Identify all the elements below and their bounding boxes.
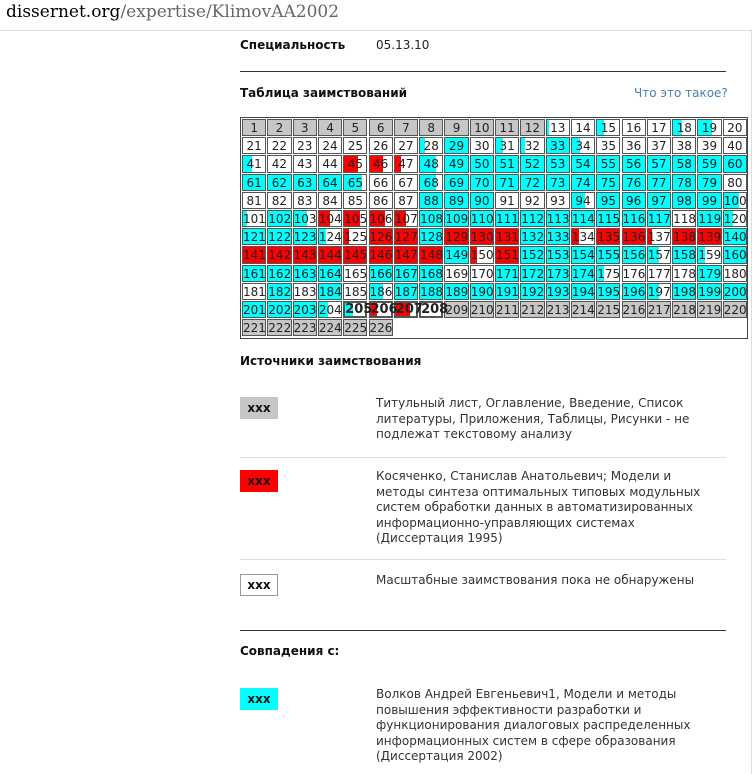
page-cell-142[interactable]: 142 [268,248,292,263]
page-cell-105[interactable]: 105 [344,212,368,226]
page-cell-170[interactable]: 170 [470,266,494,281]
page-cell-34[interactable]: 34 [571,137,595,154]
specialty-value: 05.13.10 [376,38,430,52]
sources-title: Источники заимствования [240,354,422,368]
page-cell-167[interactable]: 167 [394,266,418,281]
page-cell-189[interactable]: 189 [445,284,469,299]
page-cell-32[interactable]: 32 [520,137,544,154]
page-cell-181[interactable]: 181 [243,284,266,299]
page-cell-134[interactable]: 134 [571,230,595,245]
page-cell-103[interactable]: 103 [293,212,317,226]
page-cell-49[interactable]: 49 [444,155,468,172]
page-cell-154[interactable]: 154 [571,248,595,263]
page-cell-202[interactable]: 202 [268,303,292,317]
page-cell-153[interactable]: 153 [546,248,570,263]
page-cell-122[interactable]: 122 [268,230,292,245]
page-cell-20[interactable]: 20 [723,119,747,136]
section-divider [240,630,726,631]
page-cell-195[interactable]: 195 [597,284,621,299]
page-cell-30[interactable]: 30 [470,137,494,154]
page-cell-203[interactable]: 203 [293,303,317,317]
page-cell-216[interactable]: 216 [622,303,646,317]
page-cell-65[interactable]: 65 [343,174,367,191]
page-cell-54[interactable]: 54 [571,155,595,172]
page-cell-82[interactable]: 82 [267,192,291,209]
source-description-kosyachenko: Косяченко, Станислав Анатольевич; Модели и методы синтеза оптимальных типовых модульных систем обработки данных в автоматизированных информационно-управляющих системах (Диссертация 1995) [376,469,701,545]
page-cell-187[interactable]: 187 [394,284,418,299]
page-cell-27[interactable]: 27 [394,137,418,154]
page-cell-150[interactable]: 150 [470,248,494,263]
page-cell-156[interactable]: 156 [622,248,646,263]
what-is-this-link[interactable]: Что это такое? [634,86,728,100]
page-cell-209[interactable]: 209 [445,303,469,317]
page-cell-145[interactable]: 145 [344,248,368,263]
page-cell-109[interactable]: 109 [445,212,469,226]
page-cell-84[interactable]: 84 [318,192,342,209]
page-cell-23[interactable]: 23 [293,137,317,154]
page-cell-199[interactable]: 199 [698,284,722,299]
page-cell-95[interactable]: 95 [596,192,620,209]
page-cell-57[interactable]: 57 [647,155,671,172]
page-cell-67[interactable]: 67 [394,174,418,191]
page-cell-85[interactable]: 85 [343,192,367,209]
page-cell-114[interactable]: 114 [571,212,595,226]
page-cell-75[interactable]: 75 [596,174,620,191]
page-cell-58[interactable]: 58 [672,155,696,172]
page-cell-143[interactable]: 143 [293,248,317,263]
page-cell-26[interactable]: 26 [369,137,393,154]
page-cell-215[interactable]: 215 [597,303,621,317]
page-cell-204[interactable]: 204 [318,303,342,317]
page-cell-110[interactable]: 110 [470,212,494,226]
page-cell-188[interactable]: 188 [420,284,443,299]
page-cell-52[interactable]: 52 [520,155,544,172]
page-cell-190[interactable]: 190 [470,284,494,299]
page-cell-126[interactable]: 126 [369,230,393,245]
page-cell-177[interactable]: 177 [647,266,671,281]
page-cell-101[interactable]: 101 [243,212,266,226]
legend-swatch-gray: xxx [240,397,278,419]
page-cell-51[interactable]: 51 [495,155,519,172]
page-cell-35[interactable]: 35 [596,137,620,154]
page-cell-221[interactable]: 221 [243,321,266,336]
page-cell-10[interactable]: 10 [470,119,494,136]
page-cell-139[interactable]: 139 [698,230,722,245]
page-cell-151[interactable]: 151 [496,248,519,263]
page-cell-149[interactable]: 149 [445,248,469,263]
page-cell-200[interactable]: 200 [723,284,747,299]
page-cell-31[interactable]: 31 [495,137,519,154]
page-cell-79[interactable]: 79 [697,174,721,191]
page-cell-28[interactable]: 28 [419,137,443,154]
page-cell-21[interactable]: 21 [242,137,266,154]
page-cell-168[interactable]: 168 [420,266,443,281]
page-cell-165[interactable]: 165 [344,266,368,281]
page-cell-53[interactable]: 53 [546,155,570,172]
page-cell-152[interactable]: 152 [521,248,545,263]
page-cell-219[interactable]: 219 [698,303,722,317]
page-cell-96[interactable]: 96 [622,192,646,209]
page-cell-55[interactable]: 55 [596,155,620,172]
page-cell-69[interactable]: 69 [444,174,468,191]
page-cell-37[interactable]: 37 [647,137,671,154]
page-cell-192[interactable]: 192 [521,284,545,299]
source-description-none: Масштабные заимствования пока не обнаружены [376,573,695,587]
page-cell-193[interactable]: 193 [546,284,570,299]
page-cell-70[interactable]: 70 [470,174,494,191]
page-cell-161[interactable]: 161 [243,266,266,281]
page-cell-115[interactable]: 115 [597,212,621,226]
page-cell-63[interactable]: 63 [293,174,317,191]
page-cell-133[interactable]: 133 [546,230,570,245]
page-cell-198[interactable]: 198 [673,284,696,299]
page-cell-135[interactable]: 135 [597,230,621,245]
page-cell-210[interactable]: 210 [470,303,494,317]
page-cell-22[interactable]: 22 [267,137,291,154]
page-cell-14[interactable]: 14 [571,119,595,136]
page-cell-158[interactable]: 158 [673,248,696,263]
page-cell-136[interactable]: 136 [622,230,646,245]
section-divider [240,71,726,72]
page-cell-56[interactable]: 56 [622,155,646,172]
page-cell-91[interactable]: 91 [495,192,519,209]
page-cell-111[interactable]: 111 [496,212,519,226]
page-cell-4[interactable]: 4 [318,119,342,136]
match-description-volkov: Волков Андрей Евгеньевич1, Модели и методы повышения эффективности разработки и функционирования диалоговых распределенных информационных систем в сфере образования (Диссертация 2002) [376,687,691,763]
page-cell-155[interactable]: 155 [597,248,621,263]
page-cell-194[interactable]: 194 [571,284,595,299]
page-cell-41[interactable]: 41 [242,155,266,172]
page-cell-208[interactable]: 208 [421,302,449,317]
page-cell-191[interactable]: 191 [496,284,519,299]
page-cell-132[interactable]: 132 [521,230,545,245]
page-cell-164[interactable]: 164 [318,266,342,281]
page-cell-224[interactable]: 224 [318,321,342,336]
page-cell-184[interactable]: 184 [318,284,342,299]
page-cell-17[interactable]: 17 [647,119,671,136]
page-cell-117[interactable]: 117 [647,212,671,226]
page-cell-72[interactable]: 72 [520,174,544,191]
page-cell-148[interactable]: 148 [420,248,443,263]
page-cell-89[interactable]: 89 [444,192,468,209]
page-cell-205[interactable]: 205 [345,302,373,317]
page-cell-38[interactable]: 38 [672,137,696,154]
page-cell-118[interactable]: 118 [673,212,696,226]
matches-title: Совпадения с: [240,644,340,658]
page-cell-172[interactable]: 172 [521,266,545,281]
legend-swatch-red: xxx [240,470,278,492]
page-cell-13[interactable]: 13 [546,119,570,136]
page-cell-214[interactable]: 214 [571,303,595,317]
page-cell-171[interactable]: 171 [496,266,519,281]
page-cell-223[interactable]: 223 [293,321,317,336]
page-cell-99[interactable]: 99 [697,192,721,209]
page-cell-128[interactable]: 128 [420,230,443,245]
page-cell-8[interactable]: 8 [419,119,443,136]
page-cell-130[interactable]: 130 [470,230,494,245]
page-cell-124[interactable]: 124 [318,230,342,245]
page-cell-129[interactable]: 129 [445,230,469,245]
page-cell-66[interactable]: 66 [369,174,393,191]
page-cell-176[interactable]: 176 [622,266,646,281]
page-cell-44[interactable]: 44 [318,155,342,172]
page-cell-36[interactable]: 36 [622,137,646,154]
page-cell-2[interactable]: 2 [267,119,291,136]
page-cell-83[interactable]: 83 [293,192,317,209]
page-cell-180[interactable]: 180 [723,266,747,281]
page-cell-43[interactable]: 43 [293,155,317,172]
page-cell-59[interactable]: 59 [697,155,721,172]
page-cell-207[interactable]: 207 [395,302,423,317]
page-cell-87[interactable]: 87 [394,192,418,209]
page-cell-206[interactable]: 206 [370,302,398,317]
page-cell-25[interactable]: 25 [343,137,367,154]
page-cell-16[interactable]: 16 [622,119,646,136]
page-cell-29[interactable]: 29 [444,137,468,154]
page-cell-42[interactable]: 42 [267,155,291,172]
page-cell-113[interactable]: 113 [546,212,570,226]
address-bar[interactable] [0,0,752,31]
page-cell-119[interactable]: 119 [698,212,722,226]
page-cell-147[interactable]: 147 [394,248,418,263]
page-cell-220[interactable]: 220 [723,303,747,317]
page-cell-18[interactable]: 18 [672,119,696,136]
page-cell-19[interactable]: 19 [697,119,721,136]
page-cell-121[interactable]: 121 [243,230,266,245]
page-cell-175[interactable]: 175 [597,266,621,281]
url-text[interactable] [6,2,339,22]
page-cell-1[interactable]: 1 [242,119,266,136]
url-host: dissernet.org [6,2,121,22]
page-cell-7[interactable]: 7 [394,119,418,136]
page-cell-45[interactable]: 45 [343,155,367,172]
page-cell-9[interactable]: 9 [444,119,468,136]
page-cell-131[interactable]: 131 [496,230,519,245]
page-cell-186[interactable]: 186 [369,284,393,299]
page-cell-68[interactable]: 68 [419,174,443,191]
page-cell-12[interactable]: 12 [520,119,544,136]
page-cell-178[interactable]: 178 [673,266,696,281]
page-cell-225[interactable]: 225 [344,321,368,336]
page-cell-102[interactable]: 102 [268,212,292,226]
page-cell-104[interactable]: 104 [318,212,342,226]
page-cell-213[interactable]: 213 [546,303,570,317]
page-cell-116[interactable]: 116 [622,212,646,226]
specialty-label: Специальность [240,38,346,52]
page-cell-196[interactable]: 196 [622,284,646,299]
page-cell-80[interactable]: 80 [723,174,747,191]
page-cell-60[interactable]: 60 [723,155,747,172]
page-cell-174[interactable]: 174 [571,266,595,281]
page-cell-169[interactable]: 169 [445,266,469,281]
page-cell-211[interactable]: 211 [496,303,519,317]
legend-swatch-white: xxx [240,574,278,596]
page-cell-71[interactable]: 71 [495,174,519,191]
page-cell-93[interactable]: 93 [546,192,570,209]
page-cell-160[interactable]: 160 [723,248,747,263]
page-cell-108[interactable]: 108 [420,212,443,226]
legend-swatch-cyan: xxx [240,688,278,710]
page-cell-94[interactable]: 94 [571,192,595,209]
page-cell-5[interactable]: 5 [343,119,367,136]
page-cell-15[interactable]: 15 [596,119,620,136]
page-cell-140[interactable]: 140 [723,230,747,245]
page-cell-47[interactable]: 47 [394,155,418,172]
page-cell-39[interactable]: 39 [697,137,721,154]
page-cell-127[interactable]: 127 [394,230,418,245]
page-cell-137[interactable]: 137 [647,230,671,245]
page-cell-74[interactable]: 74 [571,174,595,191]
page-cell-162[interactable]: 162 [268,266,292,281]
page-cell-33[interactable]: 33 [546,137,570,154]
list-divider [240,457,726,458]
page-cell-173[interactable]: 173 [546,266,570,281]
page-cell-222[interactable]: 222 [268,321,292,336]
url-path: /expertise/KlimovAA2002 [120,2,340,22]
page-cell-6[interactable]: 6 [369,119,393,136]
source-description-excluded: Титульный лист, Оглавление, Введение, Список литературы, Приложения, Таблицы, Рисунки - не подлежат текстовому анализу [376,396,690,441]
borrowing-table-title: Таблица заимствований [240,86,408,100]
page-cell-182[interactable]: 182 [268,284,292,299]
page-cell-141[interactable]: 141 [243,248,266,263]
page-cell-64[interactable]: 64 [318,174,342,191]
page-cell-120[interactable]: 120 [723,212,747,226]
page-cell-78[interactable]: 78 [672,174,696,191]
page-cell-46[interactable]: 46 [369,155,393,172]
page-cell-50[interactable]: 50 [470,155,494,172]
page-cell-3[interactable]: 3 [293,119,317,136]
page-cell-183[interactable]: 183 [293,284,317,299]
page-cell-98[interactable]: 98 [672,192,696,209]
page-cell-159[interactable]: 159 [698,248,722,263]
page-cell-217[interactable]: 217 [647,303,671,317]
page-cell-163[interactable]: 163 [293,266,317,281]
page-cell-48[interactable]: 48 [419,155,443,172]
page-cell-212[interactable]: 212 [521,303,545,317]
page-cell-24[interactable]: 24 [318,137,342,154]
page-cell-62[interactable]: 62 [267,174,291,191]
page-cell-166[interactable]: 166 [369,266,393,281]
page-cell-77[interactable]: 77 [647,174,671,191]
page-cell-73[interactable]: 73 [546,174,570,191]
page-cell-138[interactable]: 138 [673,230,696,245]
page-cell-86[interactable]: 86 [369,192,393,209]
page-cell-179[interactable]: 179 [698,266,722,281]
page-cell-112[interactable]: 112 [521,212,545,226]
page-cell-100[interactable]: 100 [723,193,747,208]
page-cell-157[interactable]: 157 [647,248,671,263]
page-cell-201[interactable]: 201 [243,303,266,317]
page-cell-97[interactable]: 97 [647,192,671,209]
page-cell-40[interactable]: 40 [723,137,747,154]
page-cell-11[interactable]: 11 [495,119,519,136]
page-cell-92[interactable]: 92 [520,192,544,209]
page-cell-90[interactable]: 90 [470,192,494,209]
page-cell-107[interactable]: 107 [394,212,418,226]
page-cell-218[interactable]: 218 [673,303,696,317]
page-cell-185[interactable]: 185 [344,284,368,299]
page-cell-226[interactable]: 226 [369,321,393,336]
page-cell-76[interactable]: 76 [622,174,646,191]
borrowing-page-grid [240,117,748,339]
page-cell-88[interactable]: 88 [419,192,443,209]
page-cell-197[interactable]: 197 [647,284,671,299]
page-cell-61[interactable]: 61 [242,174,266,191]
page-cell-125[interactable]: 125 [344,230,368,245]
page-cell-106[interactable]: 106 [369,212,393,226]
page-cell-123[interactable]: 123 [293,230,317,245]
page-cell-81[interactable]: 81 [242,192,266,209]
page-cell-146[interactable]: 146 [369,248,393,263]
page-cell-144[interactable]: 144 [318,248,342,263]
list-divider [240,559,726,560]
